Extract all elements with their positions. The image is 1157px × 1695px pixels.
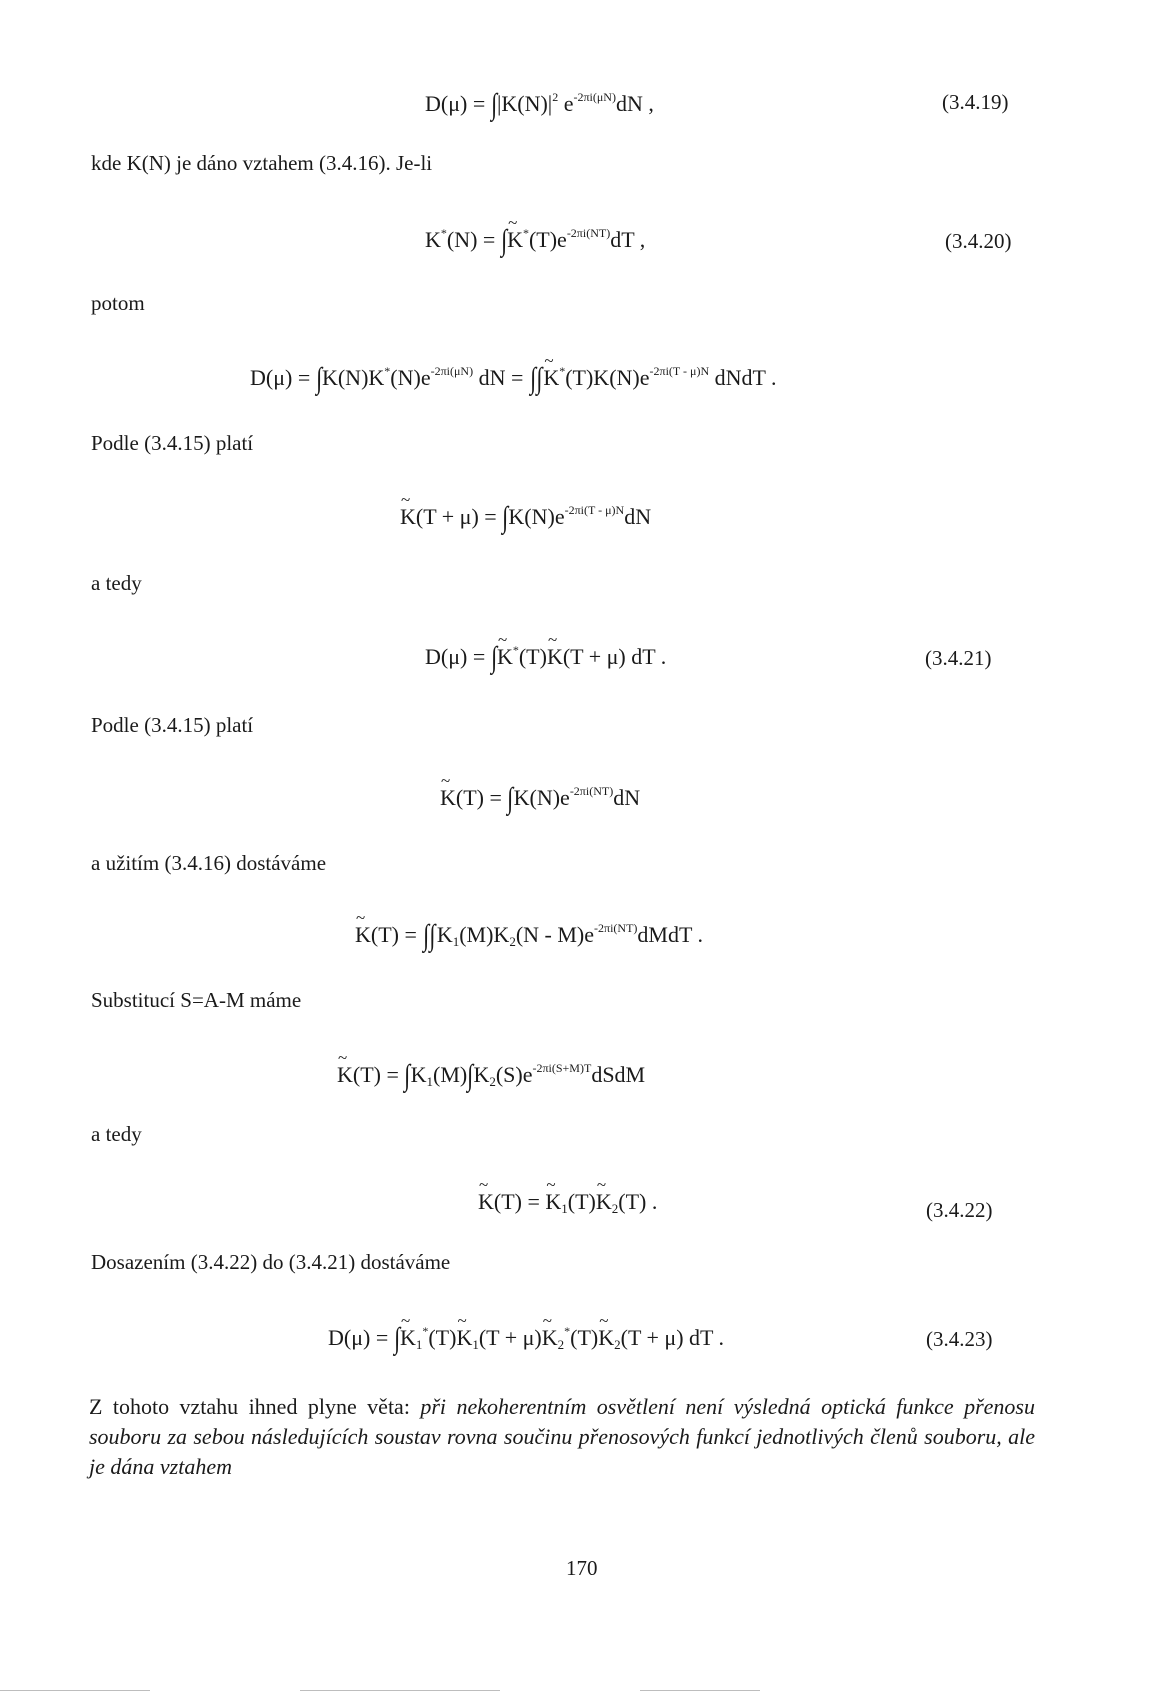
text-line: Podle (3.4.15) platí xyxy=(91,713,254,737)
equation-number: (3.4.23) xyxy=(926,1327,993,1351)
scan-edge-line xyxy=(0,1690,150,1691)
equation-k-tilde-convolution: ~ $K(T) = \int\int K_1(M)K_2(N$ - $M)e^{-2\pi i(NT)}dMdT$ . xyxy=(355,915,703,951)
equation-k-tilde-substitution: ~ $K(T) = \int K_1(M)\int K_2(S)e^{-2\pi i(S+M)T}dSdM$ xyxy=(337,1055,645,1091)
conclusion-paragraph xyxy=(89,1392,1035,1482)
text-line: Substitucí S=A-M máme xyxy=(91,988,302,1012)
equation-3-4-21: D(μ) = ∫~ K*(T)~ K(T + μ) dT . xyxy=(425,637,666,673)
equation-3-4-22: ~ K(T) = ~ $K_1(T)\sim$ $K_2(T)$ . xyxy=(478,1189,657,1215)
scan-edge-line xyxy=(300,1690,500,1691)
equation-number: (3.4.22) xyxy=(926,1198,993,1222)
equation-number: (3.4.19) xyxy=(942,90,1009,114)
equation-d-double-integral: $D(\mu) = \int K(N)K^*(N)e^{-2\pi i(\mu N)}$ dN = ∫∫~ $K^*(T)K(N)e^{-2\pi i(T - \mu)N}$ dNdT . xyxy=(250,358,777,394)
equation-number: (3.4.20) xyxy=(945,229,1012,253)
equation-3-4-19: $D(\mu) = \int|K(N)|^2$ $e^{-2\pi i(\mu N)}dN$ , xyxy=(425,88,654,121)
conclusion-lead: Z tohoto vztahu ihned plyne věta: xyxy=(89,1394,421,1419)
text-line: Dosazením (3.4.22) do (3.4.21) dostáváme xyxy=(91,1250,451,1274)
theorem-statement: při nekoherentním osvětlení není výsledná optická funkce přenosu souboru za sebou následujících soustav rovna součinu přenosových funkcí jednotlivých členů souboru, ale je dána vztahem xyxy=(89,1394,1035,1479)
text-line: potom xyxy=(91,291,145,315)
text-line: Podle (3.4.15) platí xyxy=(91,431,254,455)
page-number: 170 xyxy=(566,1556,598,1580)
scan-edge-line xyxy=(640,1690,760,1691)
text-line: a užitím (3.4.16) dostáváme xyxy=(91,851,327,875)
equation-k-tilde-shift: ~ $K(T + \mu) = \int K(N)e^{-2\pi i(T - \mu)N}dN$ xyxy=(400,497,651,533)
equation-number: (3.4.21) xyxy=(925,646,992,670)
text-line: kde K(N) je dáno vztahem (3.4.16). Je-li xyxy=(91,151,433,175)
equation-k-tilde-transform: ~ $K(T) = \int K(N)e^{-2\pi i(NT)}dN$ xyxy=(440,778,640,814)
equation-3-4-20: K*(N) = ∫~ $K^*(T)e^{-2\pi i(NT)}dT$ , xyxy=(425,220,645,256)
text-line: a tedy xyxy=(91,1122,142,1146)
equation-3-4-23: D(μ) = ∫~ $K_1^*(T)\sim$ $K_1(T$ + μ)~ $K_2^*(T)\sim$ $K_2(T + \mu)$ dT . xyxy=(328,1318,724,1354)
text-line: a tedy xyxy=(91,571,142,595)
